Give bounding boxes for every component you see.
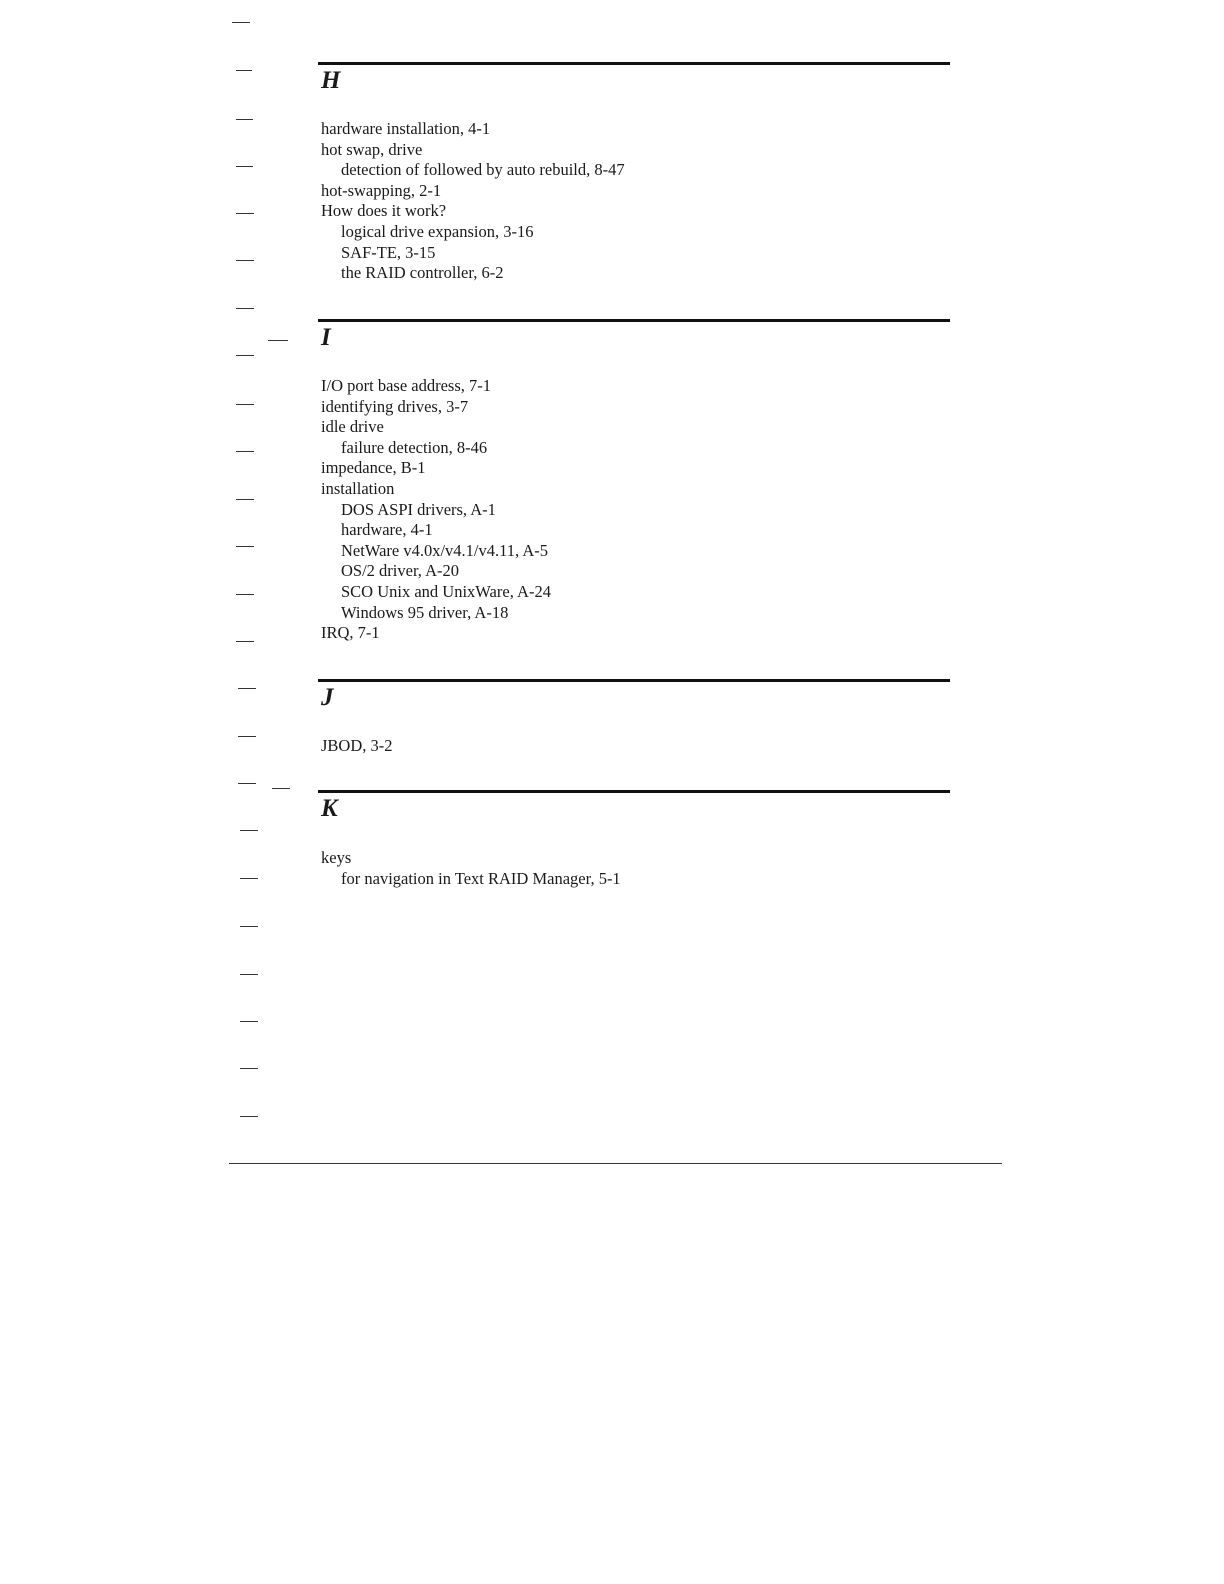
margin-tab-mark [236, 404, 254, 405]
index-entry: hardware installation, 4-1 [321, 119, 491, 138]
index-entry: How does it work? [321, 201, 447, 221]
margin-tab-mark [236, 213, 254, 214]
page-bottom-rule [229, 1163, 1002, 1164]
index-subentry: the RAID controller, 6-2 [341, 263, 504, 283]
margin-tab-mark [236, 355, 254, 356]
section-letter: J [321, 684, 334, 711]
margin-tab-mark [236, 594, 254, 595]
entry-list [321, 376, 551, 644]
section-divider [318, 790, 950, 793]
index-entry: idle drive [321, 417, 384, 437]
index-entry: hot swap, drive [321, 139, 423, 159]
index-subentry: for navigation in Text RAID Manager, 5-1 [341, 868, 621, 888]
entry-list [321, 119, 625, 284]
margin-tab-mark [238, 688, 256, 689]
index-subentry: detection of followed by auto rebuild, 8-47 [341, 160, 625, 180]
margin-tab-mark [236, 451, 254, 452]
margin-tab-mark [240, 974, 258, 975]
margin-tab-mark [240, 926, 258, 927]
section-letter: H [321, 67, 341, 94]
margin-tab-mark [236, 70, 252, 71]
index-subentry: NetWare v4.0x/v4.1/v4.11, A-5 [341, 540, 549, 560]
margin-tab-mark [238, 736, 256, 737]
margin-tab-mark [240, 830, 258, 831]
section-divider [318, 319, 950, 322]
index-subentry: SCO Unix and UnixWare, A-24 [341, 581, 551, 601]
index-entry: identifying drives, 3-7 [321, 396, 469, 416]
index-entry: IRQ, 7-1 [321, 623, 380, 643]
entry-list [321, 736, 393, 757]
margin-tab-mark [236, 499, 254, 500]
index-entry: impedance, B-1 [321, 458, 426, 478]
margin-tab-mark [236, 166, 253, 167]
margin-tab-mark [238, 783, 256, 784]
margin-tab-mark [236, 546, 254, 547]
index-entry: keys [321, 848, 352, 867]
index-entry: hot-swapping, 2-1 [321, 180, 442, 200]
section-divider [318, 62, 950, 65]
index-entry: I/O port base address, 7-1 [321, 376, 491, 395]
margin-tab-mark [236, 641, 254, 642]
margin-tab-mark [240, 1021, 258, 1022]
entry-list [321, 848, 621, 889]
margin-tab-mark [236, 308, 254, 309]
margin-tab-mark [272, 788, 290, 789]
index-subentry: DOS ASPI drivers, A-1 [341, 499, 496, 519]
margin-tab-mark [232, 22, 250, 23]
index-subentry: Windows 95 driver, A-18 [341, 602, 509, 622]
margin-tab-mark [240, 1068, 258, 1069]
index-entry: JBOD, 3-2 [321, 736, 393, 755]
section-letter: I [321, 324, 331, 351]
section-divider [318, 679, 950, 682]
index-subentry: hardware, 4-1 [341, 520, 433, 540]
section-letter: K [321, 795, 338, 822]
index-subentry: logical drive expansion, 3-16 [341, 221, 534, 241]
index-subentry: SAF-TE, 3-15 [341, 242, 436, 262]
margin-tab-mark [236, 260, 254, 261]
margin-tab-mark [268, 340, 288, 341]
index-subentry: OS/2 driver, A-20 [341, 561, 460, 581]
index-entry: installation [321, 478, 395, 498]
margin-tab-mark [240, 878, 258, 879]
margin-tab-mark [240, 1116, 258, 1117]
margin-tab-mark [236, 119, 253, 120]
index-subentry: failure detection, 8-46 [341, 437, 488, 457]
